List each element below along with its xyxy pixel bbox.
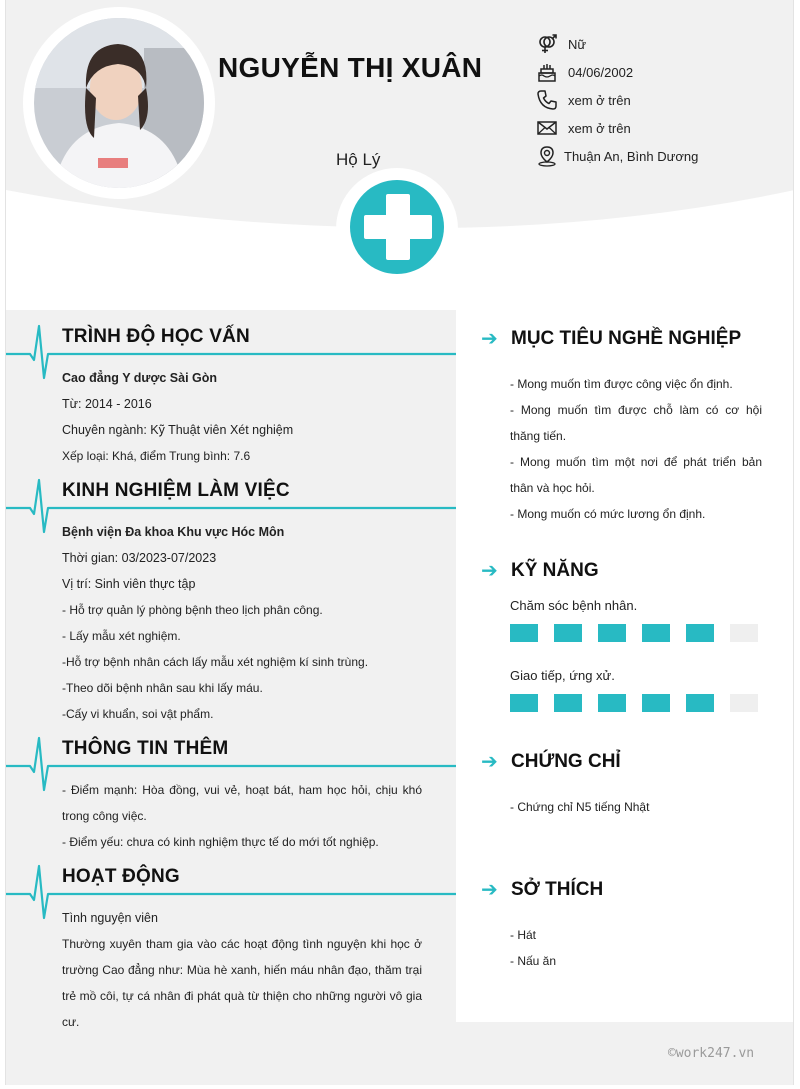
experience-position: Vị trí: Sinh viên thực tập: [62, 577, 196, 591]
education-major: Chuyên ngành: Kỹ Thuật viên Xét nghiệm: [62, 423, 294, 437]
skill-label: Chăm sóc bệnh nhân.: [510, 598, 638, 613]
skill-label: Giao tiếp, ứng xử.: [510, 668, 615, 683]
email-icon: [536, 117, 558, 139]
watermark: ©work247.vn: [668, 1046, 755, 1061]
hobbies-title: SỞ THÍCH: [511, 878, 604, 900]
arrow-right-icon: ➔: [481, 751, 498, 773]
career-objective-item: - Mong muốn có mức lương ổn định.: [510, 507, 706, 521]
career-objective-item: - Mong muốn tìm được chỗ làm có cơ hội thăng tiến.: [510, 403, 762, 443]
arrow-right-icon: ➔: [481, 879, 498, 901]
contact-location: [536, 144, 698, 168]
skill-bar-segment: [730, 624, 758, 642]
candidate-name: NGUYỄN THỊ XUÂN: [218, 52, 483, 83]
skill-bar-segment: [510, 624, 538, 642]
career-objective-title: MỤC TIÊU NGHỀ NGHIỆP: [511, 327, 742, 349]
phone-icon: [536, 89, 558, 111]
certificates-title: CHỨNG CHỈ: [511, 750, 621, 772]
skill-bar-segment: [686, 694, 714, 712]
skill-bar-segment: [598, 694, 626, 712]
activities-description: Thường xuyên tham gia vào các hoạt động tình nguyện khi học ở trường Cao đẳng như: Mùa hè xanh, hiến máu nhân đạo, thăm trại trẻ mồ côi, tự cá nhân đi phát quà từ thiện cho những người vô gia cư.: [62, 937, 422, 1029]
avatar-photo-icon: [34, 18, 204, 188]
right-column: [456, 310, 794, 1022]
arrow-right-icon: ➔: [481, 328, 498, 350]
experience-duty: - Lấy mẫu xét nghiệm.: [62, 629, 181, 643]
hobby-item: - Nấu ăn: [510, 954, 557, 968]
cv-page: [5, 0, 794, 1085]
skill-bar-segment: [686, 624, 714, 642]
contact-birthday: [536, 60, 633, 84]
medical-cross-horizontal: [364, 215, 432, 239]
certificates-heading: [481, 749, 621, 774]
contact-email: [536, 116, 631, 140]
birthday-cake-icon: [536, 61, 558, 83]
experience-duty: -Cấy vi khuẩn, soi vật phẩm.: [62, 707, 214, 721]
skill-bar-segment: [642, 624, 670, 642]
experience-duty: - Hỗ trợ quản lý phòng bệnh theo lịch phân công.: [62, 603, 323, 617]
contact-phone-value: xem ở trên: [568, 92, 631, 108]
experience-title: KINH NGHIỆM LÀM VIỆC: [62, 480, 290, 501]
certificate-item: - Chứng chỉ N5 tiếng Nhật: [510, 800, 650, 814]
contact-gender: [536, 32, 586, 56]
contact-email-value: xem ở trên: [568, 120, 631, 136]
contact-location-value: Thuận An, Bình Dương: [564, 148, 699, 164]
education-school: Cao đẳng Y dược Sài Gòn: [62, 371, 218, 385]
education-period: Từ: 2014 - 2016: [62, 397, 152, 411]
experience-company: Bệnh viện Đa khoa Khu vực Hóc Môn: [62, 525, 285, 539]
skill-bar-segment: [510, 694, 538, 712]
contact-gender-value: Nữ: [568, 36, 587, 52]
activities-title: HOẠT ĐỘNG: [62, 866, 180, 887]
education-title: TRÌNH ĐỘ HỌC VẤN: [62, 326, 250, 347]
additional-info-weaknesses: - Điểm yếu: chưa có kinh nghiệm thực tế do mới tốt nghiệp.: [62, 835, 379, 849]
avatar: [34, 18, 204, 188]
skill-bar-segment: [642, 694, 670, 712]
location-icon: [536, 145, 558, 167]
cv-header: [6, 0, 794, 310]
skill-bar-segment: [554, 624, 582, 642]
additional-info-title: THÔNG TIN THÊM: [62, 738, 229, 759]
experience-duty: -Hỗ trợ bệnh nhân cách lấy mẫu xét nghiệm kí sinh trùng.: [62, 655, 369, 669]
gender-icon: [536, 33, 558, 55]
career-objective-item: - Mong muốn tìm một nơi để phát triển bản thân và học hỏi.: [510, 455, 762, 495]
skills-title: KỸ NĂNG: [511, 559, 599, 581]
career-objective-heading: [481, 326, 741, 351]
left-column: [6, 310, 456, 1085]
skill-bar-segment: [598, 624, 626, 642]
activities-role: Tình nguyện viên: [62, 911, 158, 925]
career-objective-item: - Mong muốn tìm được công việc ổn định.: [510, 377, 733, 391]
skill-bar-segment: [730, 694, 758, 712]
hobby-item: - Hát: [510, 928, 537, 942]
arrow-right-icon: ➔: [481, 560, 498, 582]
skill-bar-segment: [554, 694, 582, 712]
job-title: Hộ Lý: [336, 150, 381, 169]
hobbies-heading: [481, 877, 603, 902]
contact-birthday-value: 04/06/2002: [568, 64, 634, 80]
contact-phone: [536, 88, 631, 112]
experience-period: Thời gian: 03/2023-07/2023: [62, 551, 217, 565]
skills-heading: [481, 558, 599, 583]
additional-info-strengths: - Điểm mạnh: Hòa đồng, vui vẻ, hoạt bát, ham học hỏi, chịu khó trong công việc.: [62, 783, 422, 823]
education-grade: Xếp loại: Khá, điểm Trung bình: 7.6: [62, 449, 251, 463]
experience-duty: -Theo dõi bệnh nhân sau khi lấy máu.: [62, 681, 263, 695]
